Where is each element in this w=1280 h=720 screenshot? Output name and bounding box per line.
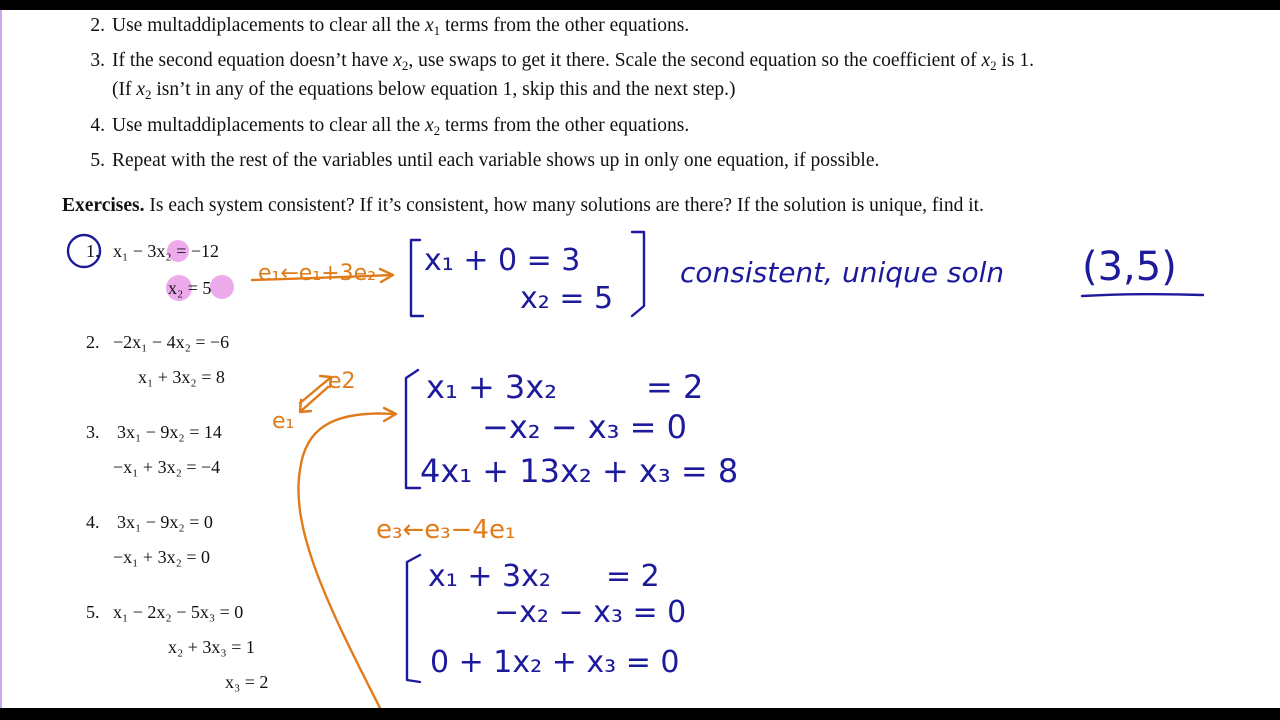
- sys2-row3: 4x₁ + 13x₂ + x₃ = 8: [420, 452, 739, 490]
- exercise-4-eq-1: 3x₁ − 9x₂ = 0: [117, 512, 213, 532]
- exercise-2-eq-1: −2x₁ − 4x₂ = −6: [113, 332, 230, 352]
- sys1-row2: x₂ = 5: [520, 281, 614, 316]
- exercise-3-eq-2: −x₁ + 3x₂ = −4: [113, 457, 221, 477]
- sys3-row1: x₁ + 3x₂: [428, 559, 551, 594]
- highlight-five: [210, 275, 234, 299]
- swap-label-bottom: e₁: [272, 409, 295, 434]
- sys2-row1: x₁ + 3x₂: [426, 368, 558, 406]
- exercise-3-eq-1: 3x₁ − 9x₂ = 14: [117, 422, 222, 442]
- op1-text: e₁←e₁+3e₂: [258, 261, 376, 286]
- sys2-row2: −x₂ − x₃ = 0: [482, 408, 688, 446]
- exercise-5-eq-3: x₃ = 2: [225, 672, 269, 692]
- exercise-4-eq-2: −x₁ + 3x₂ = 0: [113, 547, 211, 567]
- exercise-1-eq-1: x₁ − 3x₂ = −12: [113, 241, 220, 261]
- exercises-prompt: Exercises. Is each system consistent? If it’s consistent, how many solutions are there? If the solution is unique, find it.: [62, 195, 984, 216]
- exercise-5-eq-2: x₂ + 3x₃ = 1: [168, 637, 255, 657]
- exercise-3-number: 3.: [86, 422, 100, 442]
- solution-text: (3,5): [1082, 244, 1177, 290]
- sys3-row3: 0 + 1x₂ + x₃ = 0: [430, 645, 680, 680]
- op2-text: e₃←e₃−4e₁: [376, 515, 516, 545]
- exercise-2-number: 2.: [86, 332, 100, 352]
- sys3-row1-rhs: = 2: [606, 559, 660, 594]
- bracket-sys2: [406, 370, 420, 488]
- exercise-5-number: 5.: [86, 602, 100, 622]
- exercise-2-eq-2: x₁ + 3x₂ = 8: [138, 367, 225, 387]
- exercise-5-eq-1: x₁ − 2x₂ − 5x₃ = 0: [113, 602, 244, 622]
- step-3-continuation: (If $x_2$ isn’t in any of the equations below equation 1, skip this and the next step.): [112, 79, 736, 102]
- exercise-1-eq-2: x₂ = 5: [168, 278, 212, 298]
- bracket-right-sys1: [632, 232, 644, 316]
- exercise-4-number: 4.: [86, 512, 100, 532]
- bracket-left-sys1: [411, 240, 423, 316]
- bracket-sys3: [407, 555, 420, 682]
- sys3-row2: −x₂ − x₃ = 0: [494, 595, 687, 630]
- exercises-heading: Exercises.: [62, 195, 145, 216]
- exercise-1-number: 1.: [86, 241, 100, 261]
- verdict-text: consistent, unique soln: [680, 256, 1005, 289]
- sys2-row1-rhs: = 2: [646, 368, 704, 406]
- sys1-row1: x₁ + 0 = 3: [424, 243, 581, 278]
- solution-underline: [1082, 294, 1203, 296]
- document-page: 2. Use multaddiplacements to clear all the $x_1$ terms from the other equations. 3. If the second equation doesn’t have $x_2$, use swaps to get it there. Scale the second equation so the coefficient of $x_2$ is 1. (If $x_2$ isn’t in any of the equations below equation 1, skip this and the next step.) 4. Use multaddiplacements to clear all the $x_2$ terms from the other equations. 5. Repeat with the rest of the variables until each variable shows up in only one equation, if possible. Exercises. Is each system consistent? If it’s consistent, how many solutions are there? If the solution is unique, find it. e₁←e₁+3e₂ x₁ + 0 = 3 x₂ = 5 consistent, unique soln (3,5) e2 e₁ x₁ + 3x₂ = 2 −x₂ − x₃ = 0 4x₁ + 13x₂ + x₃ = 8 e₃←e₃−4e₁ x₁ + 3x₂ = 2 −x₂ − x₃ = 0 0 + 1x₂ + x₃ = 0 1. x₁ − 3x₂ = −12 x₂ = 5 2. −2x₁ − 4x₂ = −6 x₁ + 3x₂ = 8 3. 3x₁ − 9x₂ = 14 −x₁ + 3x₂ = −4 4. 3x₁ − 9x₂ = 0 −x₁ + 3x₂ = 0 5. x₁ − 2x₂ − 5x₃ = 0 x₂ + 3x₃ = 1 x₃ = 2: [0, 10, 1280, 708]
- swap-label-top: e2: [328, 369, 356, 394]
- curve-arrow-ex2: [298, 413, 395, 708]
